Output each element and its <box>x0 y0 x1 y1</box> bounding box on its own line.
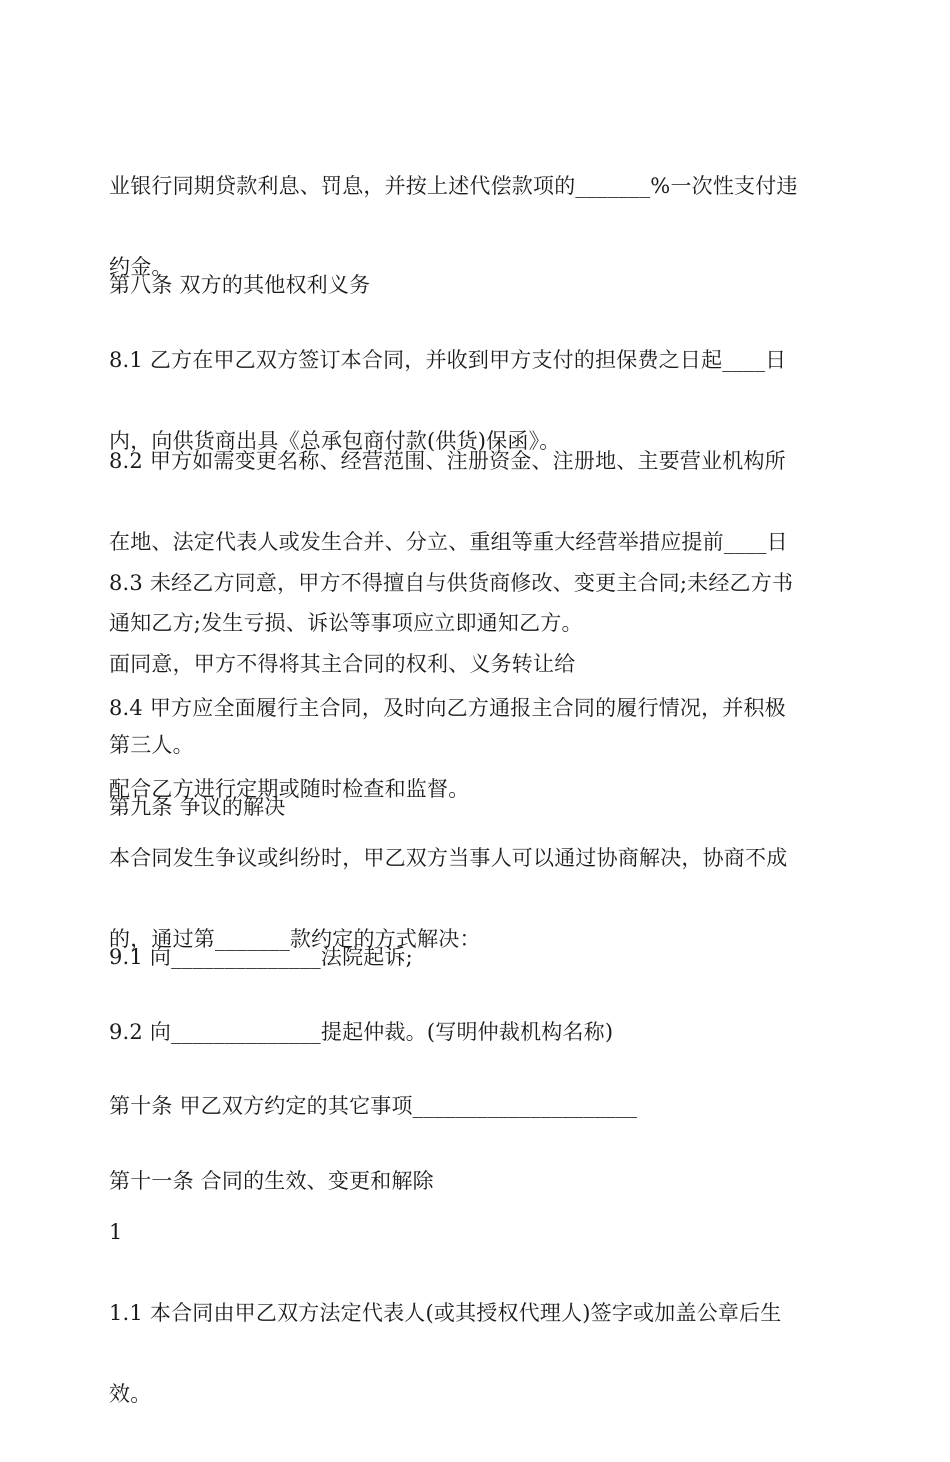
text-line: 第十条 甲乙双方约定的其它事项_____________________ <box>109 1094 638 1118</box>
text-line: 8.1 乙方在甲乙双方签订本合同，并收到甲方支付的担保费之日起____日 <box>109 348 787 372</box>
text-line: 9.2 向______________提起仲裁。(写明仲裁机构名称) <box>109 1020 614 1044</box>
text-line: 1.1 本合同由甲乙双方法定代表人(或其授权代理人)签字或加盖公章后生 <box>109 1301 782 1325</box>
text-line: 内，向供货商出具《总承包商付款(供货)保函》。 <box>109 429 561 453</box>
text-line: 的，通过第_______款约定的方式解决： <box>109 927 481 951</box>
text-line: 9.1 向______________法院起诉; <box>109 945 413 969</box>
text-line: 效。 <box>109 1382 152 1406</box>
heading-text: 第十一条 合同的生效、变更和解除 <box>109 1169 434 1193</box>
heading-text: 第八条 双方的其他权利义务 <box>109 273 371 297</box>
heading-text: 第九条 争议的解决 <box>109 795 286 819</box>
text-line: 第三人。 <box>109 733 194 757</box>
text-line: 在地、法定代表人或发生合并、分立、重组等重大经营举措应提前____日 <box>109 530 788 554</box>
text-line: 1 <box>109 1220 123 1244</box>
text-line: 约金。 <box>109 255 173 279</box>
text-line: 8.2 甲方如需变更名称、经营范围、注册资金、注册地、主要营业机构所 <box>109 449 786 473</box>
text-line: 业银行同期贷款利息、罚息，并按上述代偿款项的_______%一次性支付违 <box>109 174 798 198</box>
text-line: 8.4 甲方应全面履行主合同，及时向乙方通报主合同的履行情况，并积极 <box>109 696 786 720</box>
text-line: 面同意，甲方不得将其主合同的权利、义务转让给 <box>109 652 576 676</box>
text-line: 通知乙方;发生亏损、诉讼等事项应立即通知乙方。 <box>109 611 583 635</box>
text-line: 本合同发生争议或纠纷时，甲乙双方当事人可以通过协商解决，协商不成 <box>109 846 788 870</box>
text-line: 配合乙方进行定期或随时检查和监督。 <box>109 777 470 801</box>
text-line: 8.3 未经乙方同意，甲方不得擅自与供货商修改、变更主合同;未经乙方书 <box>109 571 794 595</box>
clause-11-1 <box>109 1165 844 1462</box>
